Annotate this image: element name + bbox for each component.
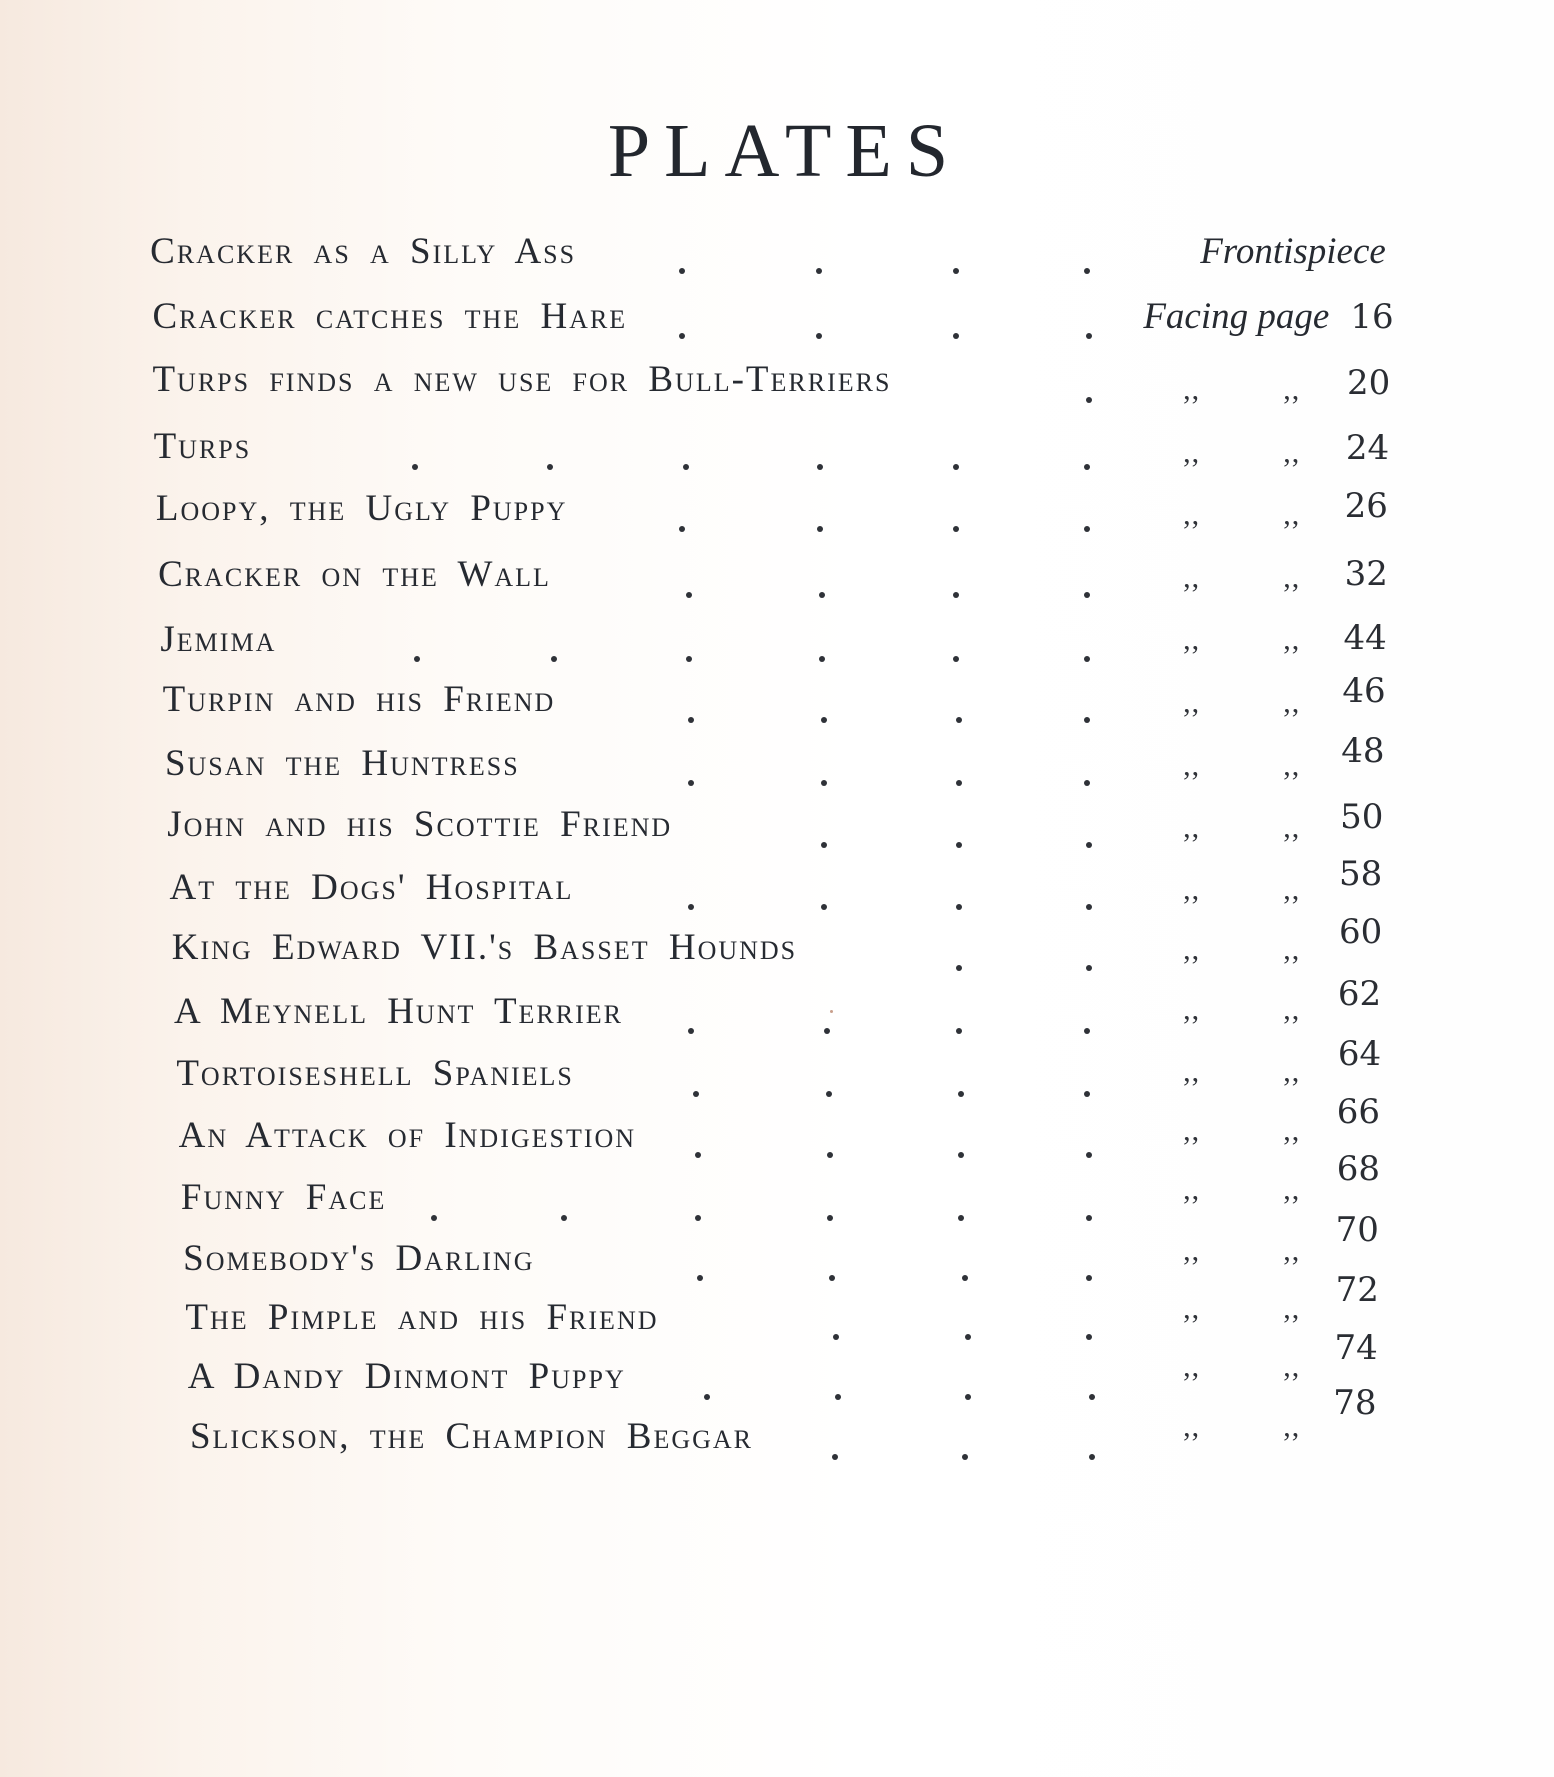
ditto-mark: ,, (1183, 1172, 1201, 1206)
ditto-mark: ,, (1183, 1292, 1201, 1326)
leader-dot (1086, 904, 1092, 910)
leader-dot (833, 1334, 839, 1340)
page-number: 64 (1337, 1034, 1382, 1075)
plate-title: Loopy, the Ugly Puppy (155, 487, 568, 529)
leader-dot (688, 1028, 694, 1034)
leader-dot (821, 717, 827, 723)
ditto-mark: ,, (1283, 1172, 1301, 1206)
page-number: 16 (1350, 296, 1394, 337)
page-number: 50 (1340, 797, 1384, 838)
ditto-mark: ,, (1283, 435, 1301, 469)
ditto-mark: ,, (1283, 993, 1301, 1027)
ditto-mark: ,, (1283, 811, 1301, 845)
plate-title: Somebody's Darling (183, 1237, 535, 1279)
page-number: 26 (1344, 485, 1388, 526)
ditto-mark: ,, (1283, 373, 1301, 407)
plate-title: At the Dogs' Hospital (169, 866, 574, 908)
leader-dot (688, 780, 694, 786)
plate-title: Funny Face (180, 1177, 387, 1219)
frontispiece-label: Frontispiece (1200, 230, 1386, 272)
ditto-mark: ,, (1283, 498, 1301, 532)
leader-dot (1086, 333, 1092, 339)
leader-dot (547, 464, 553, 470)
leader-dot (829, 1275, 835, 1281)
plate-title: Cracker catches the Hare (152, 295, 628, 337)
ditto-mark: ,, (1183, 932, 1201, 966)
leader-dot (414, 656, 420, 662)
ditto-mark: ,, (1183, 872, 1201, 906)
ditto-mark: ,, (1283, 872, 1301, 906)
leader-dot (688, 904, 694, 910)
leader-dot (962, 1275, 968, 1281)
leader-dot (1089, 1394, 1095, 1400)
ditto-mark: ,, (1183, 435, 1201, 469)
leader-dot (953, 592, 959, 598)
leader-dot (817, 526, 823, 532)
leader-dot (819, 592, 825, 598)
page-number: 46 (1342, 671, 1386, 712)
leader-dot (1084, 464, 1090, 470)
plate-title: An Attack of Indigestion (178, 1114, 637, 1156)
facing-page-label: Facing page (1143, 295, 1330, 337)
page-number: 32 (1344, 554, 1388, 595)
leader-dot (956, 842, 962, 848)
ditto-mark: ,, (1283, 1409, 1301, 1443)
leader-dot (817, 464, 823, 470)
leader-dot (824, 1028, 830, 1034)
leader-dot (431, 1215, 437, 1221)
leader-dot (1086, 1334, 1092, 1340)
leader-dot (1086, 1275, 1092, 1281)
plate-title: Cracker on the Wall (158, 553, 551, 595)
plate-title: King Edward VII.'s Basset Hounds (171, 927, 798, 969)
leader-dot (956, 1028, 962, 1034)
leader-dot (679, 526, 685, 532)
leader-dot (956, 904, 962, 910)
leader-dot (697, 1275, 703, 1281)
plate-title: A Meynell Hunt Terrier (174, 990, 623, 1032)
paper-speck (830, 1010, 833, 1013)
page-number: 78 (1333, 1383, 1377, 1424)
page-number: 62 (1337, 973, 1382, 1014)
leader-dot (816, 333, 822, 339)
ditto-mark: ,, (1183, 560, 1201, 594)
plate-title: Susan the Huntress (164, 742, 520, 784)
page-number: 44 (1343, 617, 1387, 658)
ditto-mark: ,, (1183, 993, 1201, 1027)
ditto-mark: ,, (1283, 1113, 1301, 1147)
leader-dot (1086, 397, 1092, 403)
plate-title: Turps (153, 426, 252, 468)
leader-dot (821, 842, 827, 848)
leader-dot (1084, 1028, 1090, 1034)
leader-dot (695, 1215, 701, 1221)
leader-dot (683, 464, 689, 470)
leader-dot (827, 1152, 833, 1158)
page-number: 24 (1345, 427, 1390, 468)
ditto-mark: ,, (1183, 748, 1201, 782)
leader-dot (958, 1091, 964, 1097)
ditto-mark: ,, (1183, 623, 1201, 657)
leader-dot (953, 656, 959, 662)
leader-dot (835, 1394, 841, 1400)
leader-dot (1086, 842, 1092, 848)
leader-dot (965, 1394, 971, 1400)
ditto-mark: ,, (1283, 623, 1301, 657)
leader-dot (1089, 1454, 1095, 1460)
leader-dot (1084, 592, 1090, 598)
leader-dot (956, 780, 962, 786)
leader-dot (827, 1215, 833, 1221)
page-number: 66 (1336, 1092, 1380, 1133)
page-number: 48 (1341, 731, 1385, 772)
plate-title: The Pimple and his Friend (185, 1296, 659, 1338)
leader-dot (704, 1394, 710, 1400)
ditto-mark: ,, (1183, 1234, 1201, 1268)
ditto-mark: ,, (1183, 685, 1201, 719)
plate-title: Slickson, the Champion Beggar (189, 1416, 754, 1458)
page-number: 20 (1346, 362, 1391, 403)
leader-dot (1084, 526, 1090, 532)
ditto-mark: ,, (1283, 1292, 1301, 1326)
ditto-mark: ,, (1183, 1350, 1201, 1384)
leader-dot (953, 333, 959, 339)
leader-dot (686, 592, 692, 598)
plate-title: John and his Scottie Friend (167, 804, 673, 846)
leader-dot (956, 965, 962, 971)
leader-dot (1084, 780, 1090, 786)
plate-title: Turpin and his Friend (162, 679, 556, 721)
ditto-mark: ,, (1283, 1234, 1301, 1268)
leader-dot (1086, 965, 1092, 971)
ditto-mark: ,, (1183, 1054, 1201, 1088)
leader-dot (953, 526, 959, 532)
leader-dot (1086, 1152, 1092, 1158)
leader-dot (693, 1091, 699, 1097)
leader-dot (551, 656, 557, 662)
ditto-mark: ,, (1183, 498, 1201, 532)
leader-dot (956, 717, 962, 723)
leader-dot (953, 464, 959, 470)
plate-title: Jemima (160, 618, 277, 660)
ditto-mark: ,, (1283, 932, 1301, 966)
leader-dot (679, 333, 685, 339)
leader-dot (819, 656, 825, 662)
leader-dot (821, 780, 827, 786)
page-title (0, 108, 1554, 195)
page-number: 74 (1334, 1327, 1378, 1368)
leader-dot (695, 1152, 701, 1158)
leader-dot (958, 1152, 964, 1158)
page-number: 68 (1336, 1149, 1380, 1189)
ditto-mark: ,, (1283, 748, 1301, 782)
leader-dot (826, 1091, 832, 1097)
leader-dot (561, 1215, 567, 1221)
ditto-mark: ,, (1283, 685, 1301, 719)
ditto-mark: ,, (1183, 811, 1201, 845)
plate-title: A Dandy Dinmont Puppy (187, 1355, 626, 1397)
leader-dot (832, 1454, 838, 1460)
ditto-mark: ,, (1283, 1350, 1301, 1384)
page-number: 60 (1338, 912, 1383, 953)
leader-dot (962, 1454, 968, 1460)
page-title-text: PLATES (607, 109, 963, 193)
ditto-mark: ,, (1183, 1409, 1201, 1443)
ditto-mark: ,, (1183, 373, 1201, 407)
plate-title: Turps finds a new use for Bull-Terriers (152, 359, 892, 401)
page-number: 70 (1335, 1210, 1379, 1251)
leader-dot (1084, 1091, 1090, 1097)
leader-dot (1086, 1215, 1092, 1221)
leader-dot (965, 1334, 971, 1340)
plate-title: Tortoiseshell Spaniels (176, 1053, 574, 1095)
ditto-mark: ,, (1283, 560, 1301, 594)
leader-dot (958, 1215, 964, 1221)
ditto-mark: ,, (1283, 1054, 1301, 1088)
ditto-mark: ,, (1183, 1113, 1201, 1147)
page-number: 58 (1338, 854, 1383, 895)
page-number: 72 (1335, 1269, 1379, 1310)
leader-dot (1084, 656, 1090, 662)
leader-dot (686, 656, 692, 662)
leader-dot (412, 464, 418, 470)
plate-title: Cracker as a Silly Ass (150, 230, 577, 272)
leader-dot (821, 904, 827, 910)
leader-dot (688, 717, 694, 723)
leader-dot (1084, 717, 1090, 723)
